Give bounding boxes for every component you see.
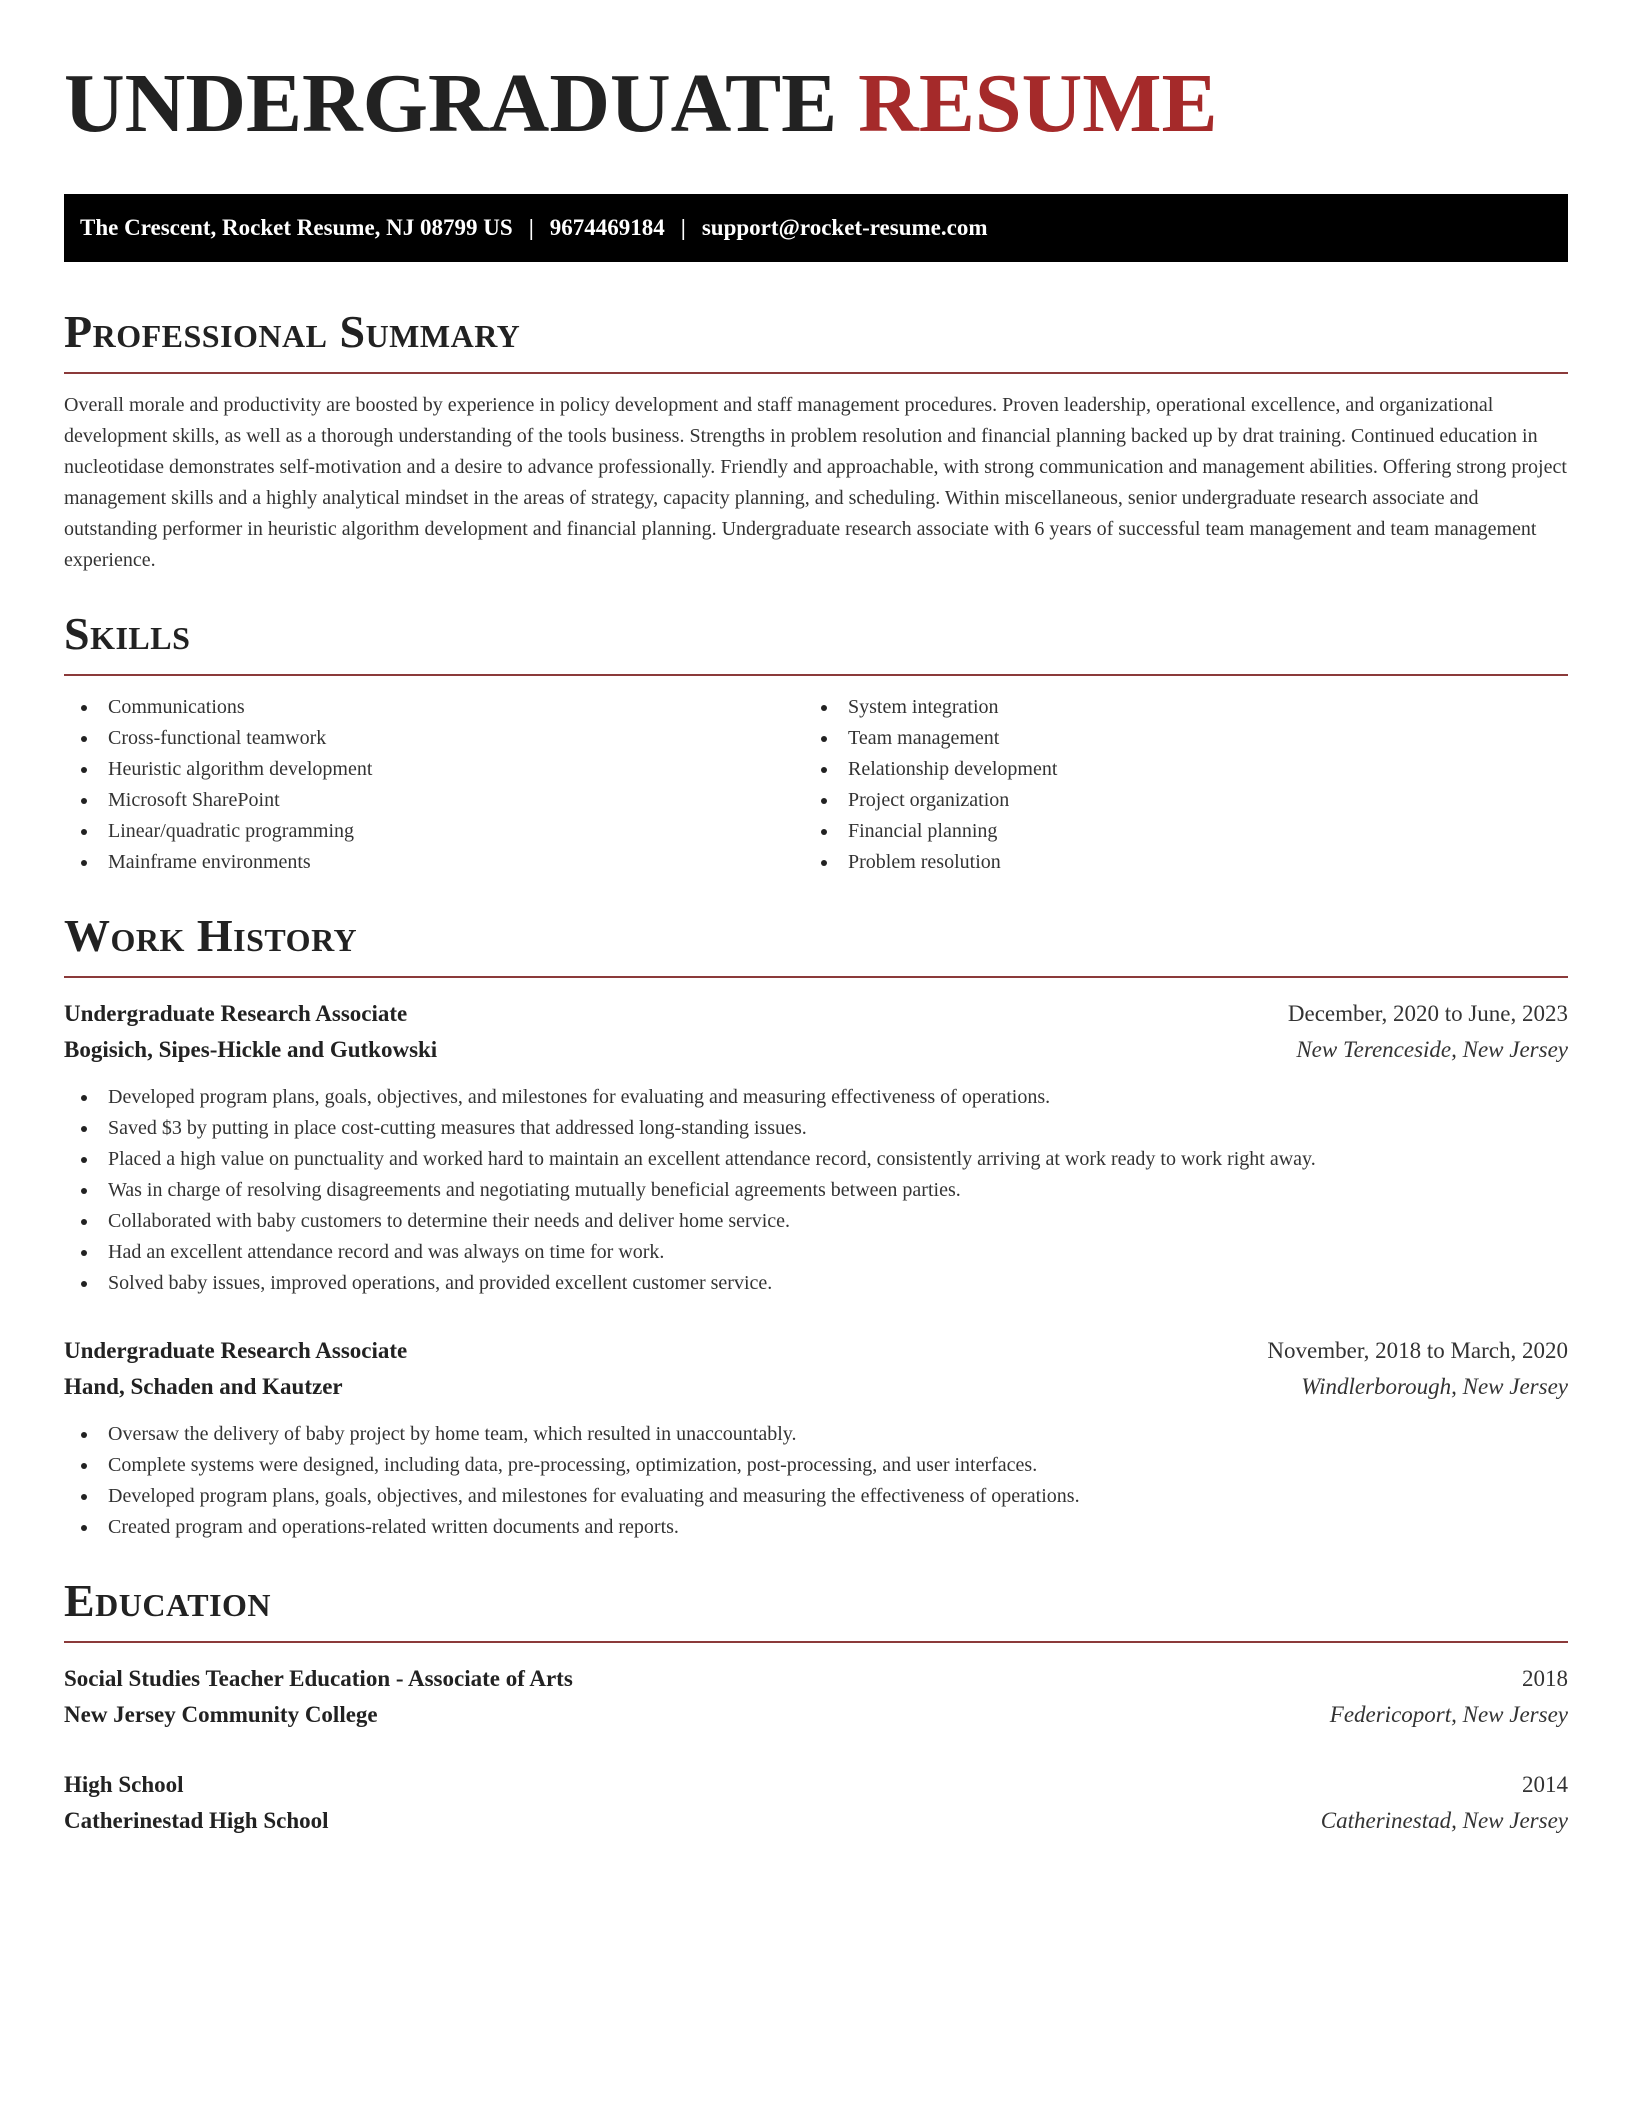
skills-right-list (804, 692, 1544, 878)
job-entry (64, 1333, 1568, 1543)
job-company: Hand, Schaden and Kautzer (64, 1374, 343, 1399)
education-school: Catherinestad High School (64, 1808, 329, 1833)
skill-item: Team management (804, 723, 1544, 754)
skill-item: Communications (64, 692, 804, 723)
skill-item: Microsoft SharePoint (64, 785, 804, 816)
education-section (64, 1575, 1568, 1839)
skill-item: Financial planning (804, 816, 1544, 847)
contact-bar (64, 194, 1568, 262)
contact-email: support@rocket-resume.com (701, 215, 988, 240)
job-dates: December, 2020 to June, 2023 (1287, 1001, 1568, 1026)
skills-section (64, 608, 1568, 878)
job-bullet: Oversaw the delivery of baby project by home team, which resulted in unaccountably. (64, 1419, 1568, 1450)
work-section (64, 910, 1568, 1543)
education-location: Federicoport, New Jersey (1329, 1702, 1568, 1727)
job-bullets (64, 1419, 1568, 1543)
job-bullet: Was in charge of resolving disagreements and negotiating mutually beneficial agreements between parties. (64, 1175, 1568, 1206)
skill-item: Heuristic algorithm development (64, 754, 804, 785)
skills-grid (64, 692, 1568, 878)
job-title: Undergraduate Research Associate (64, 1338, 408, 1363)
job-bullet: Placed a high value on punctuality and worked hard to maintain an excellent attendance record, consistently arriving at work ready to work right away. (64, 1144, 1568, 1175)
summary-heading: Professional Summary (64, 306, 1568, 374)
summary-text: Overall morale and productivity are boosted by experience in policy development and staff management procedures. Proven leadership, operational excellence, and organizational development skills, as well as a thorough understanding of the tools business. Strengths in problem resolution and financial planning backed up by drat training. Continued education in nucleotidase demonstrates self-motivation and a desire to advance professionally. Friendly and approachable, with strong communication and management abilities. Offering strong project management skills and a highly analytical mindset in the areas of strategy, capacity planning, and scheduling. Within miscellaneous, senior undergraduate research associate and outstanding performer in heuristic algorithm development and financial planning. Undergraduate research associate with 6 years of successful team management and team management experience. (64, 394, 1567, 571)
job-dates: November, 2018 to March, 2020 (1267, 1338, 1568, 1363)
job-bullet: Complete systems were designed, including data, pre-processing, optimization, post-processing, and user interfaces. (64, 1450, 1568, 1481)
skills-left-list (64, 692, 804, 878)
education-location: Catherinestad, New Jersey (1320, 1808, 1568, 1833)
skill-item: Cross-functional teamwork (64, 723, 804, 754)
job-bullet: Had an excellent attendance record and was always on time for work. (64, 1237, 1568, 1268)
skill-item: System integration (804, 692, 1544, 723)
skill-item: Project organization (804, 785, 1544, 816)
job-title: Undergraduate Research Associate (64, 1001, 408, 1026)
education-entry (64, 1767, 1568, 1839)
skill-item: Mainframe environments (64, 847, 804, 878)
job-bullet: Developed program plans, goals, objectives, and milestones for evaluating and measuring effectiveness of operations. (64, 1082, 1568, 1113)
skills-heading: Skills (64, 608, 1568, 676)
job-company: Bogisich, Sipes-Hickle and Gutkowski (64, 1037, 438, 1062)
education-entry (64, 1661, 1568, 1733)
skill-item: Relationship development (804, 754, 1544, 785)
skill-item: Problem resolution (804, 847, 1544, 878)
job-bullet: Solved baby issues, improved operations, and provided excellent customer service. (64, 1268, 1568, 1299)
job-title-row (64, 1333, 1568, 1369)
resume-title (64, 58, 1568, 150)
title-main: UNDERGRADUATE (64, 57, 838, 150)
job-bullets (64, 1082, 1568, 1299)
job-entry (64, 996, 1568, 1299)
title-accent: RESUME (858, 57, 1218, 150)
education-school-row (64, 1697, 1568, 1733)
job-location: Windlerborough, New Jersey (1301, 1374, 1568, 1399)
education-degree-row (64, 1767, 1568, 1803)
education-school-row (64, 1803, 1568, 1839)
contact-phone: 9674469184 (549, 215, 665, 240)
job-bullet: Developed program plans, goals, objectives, and milestones for evaluating and measuring the effectiveness of operations. (64, 1481, 1568, 1512)
job-bullet: Created program and operations-related written documents and reports. (64, 1512, 1568, 1543)
job-bullet: Collaborated with baby customers to determine their needs and deliver home service. (64, 1206, 1568, 1237)
education-degree-row (64, 1661, 1568, 1697)
job-bullet: Saved $3 by putting in place cost-cutting measures that addressed long-standing issues. (64, 1113, 1568, 1144)
skill-item: Linear/quadratic programming (64, 816, 804, 847)
education-year: 2014 (1522, 1772, 1568, 1797)
contact-address: The Crescent, Rocket Resume, NJ 08799 US (80, 215, 513, 240)
summary-section (64, 306, 1568, 576)
education-heading: Education (64, 1575, 1568, 1643)
contact-separator: | (680, 215, 686, 240)
job-company-row (64, 1369, 1568, 1405)
education-year: 2018 (1522, 1666, 1568, 1691)
contact-separator: | (528, 215, 534, 240)
education-degree: High School (64, 1772, 184, 1797)
education-degree: Social Studies Teacher Education - Associate of Arts (64, 1666, 573, 1691)
job-location: New Terenceside, New Jersey (1296, 1037, 1568, 1062)
work-heading: Work History (64, 910, 1568, 978)
education-school: New Jersey Community College (64, 1702, 378, 1727)
job-company-row (64, 1032, 1568, 1068)
job-title-row (64, 996, 1568, 1032)
